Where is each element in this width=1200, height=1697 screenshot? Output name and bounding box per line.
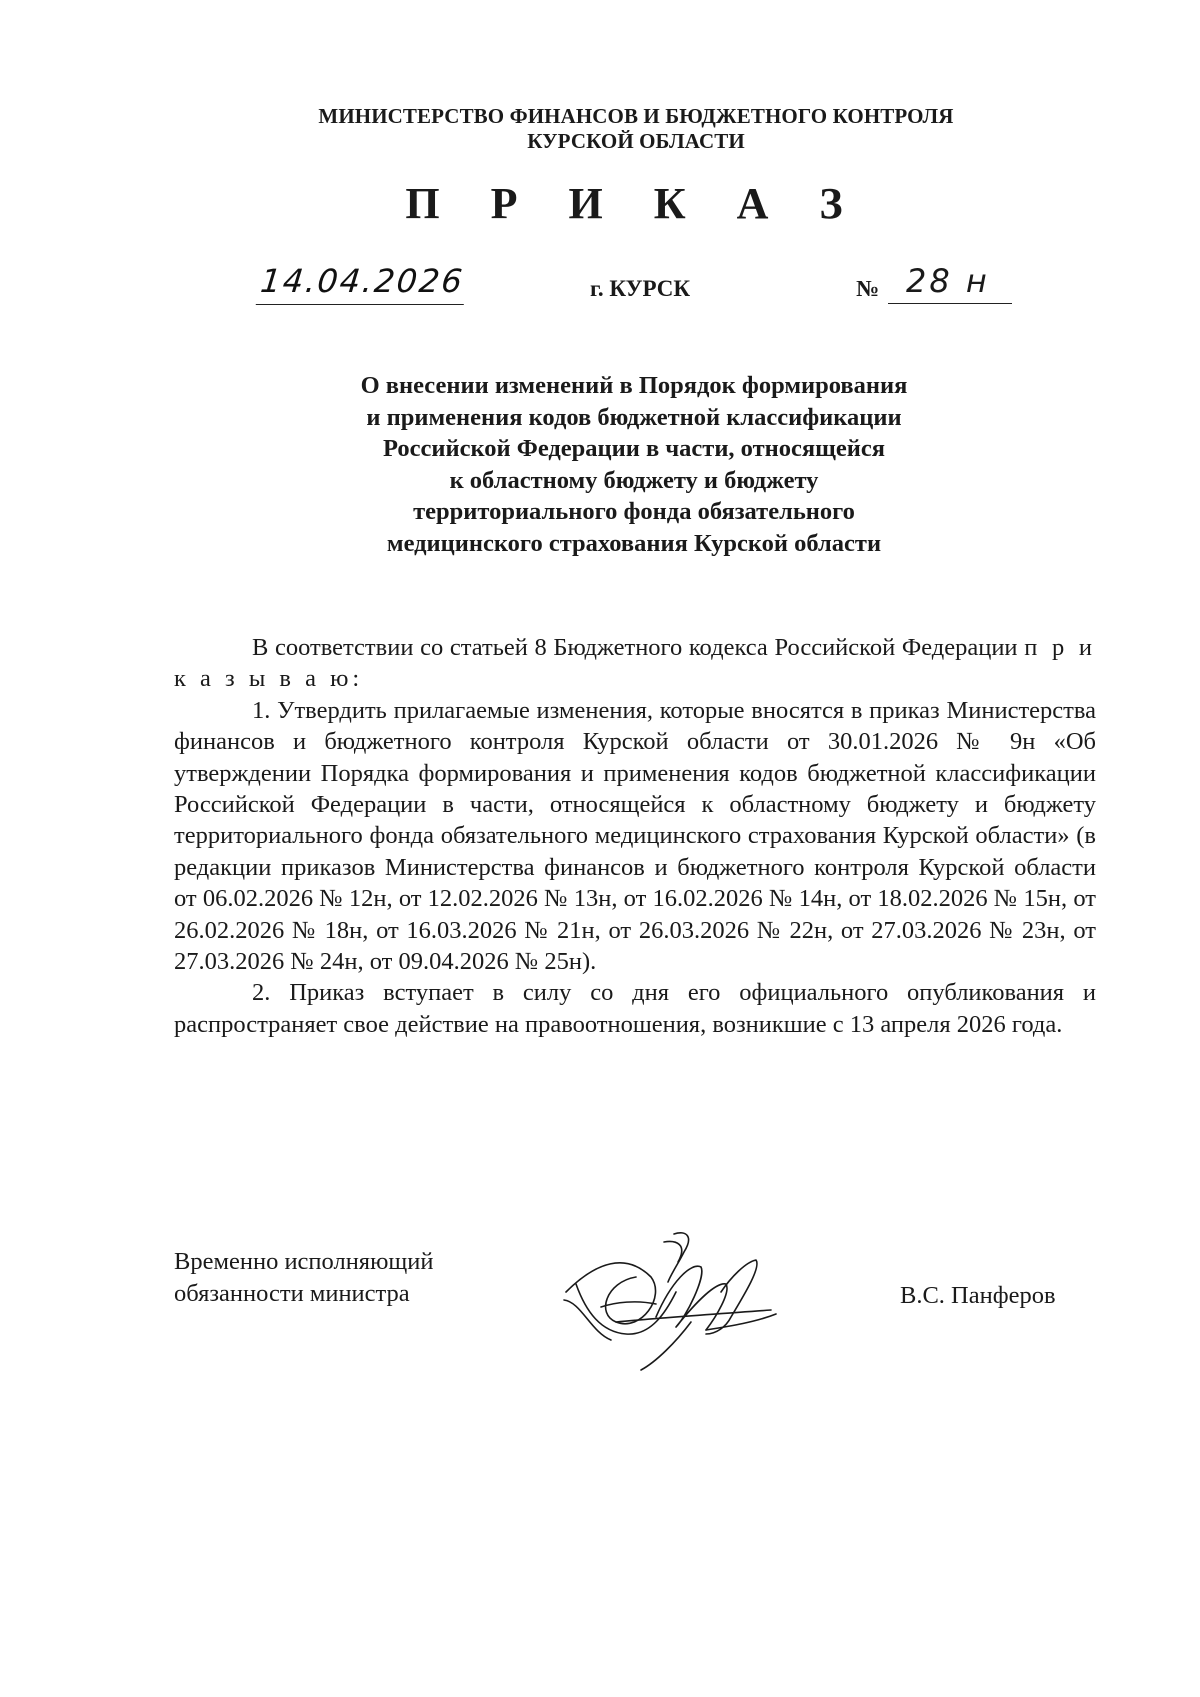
preamble-paragraph [174, 632, 1096, 695]
signatory-name: В.С. Панферов [900, 1282, 1056, 1309]
preamble-text: В соответствии со статьей 8 Бюджетного кодекса Российской Федерации [252, 634, 1025, 661]
ministry-name: МИНИСТЕРСТВО ФИНАНСОВ И БЮДЖЕТНОГО КОНТРОЛЯ [318, 104, 954, 128]
subject-line: к областному бюджету и бюджету [449, 466, 819, 494]
preamble-command: п р и к а з ы в а ю: [174, 634, 1096, 693]
handwritten-number: 28 н [888, 262, 1012, 304]
subject-line: О внесении изменений в Порядок формирования [360, 372, 908, 399]
ministry-header [72, 104, 1200, 154]
city-label: г. КУРСК [590, 276, 691, 301]
position-line: Временно исполняющий [174, 1248, 434, 1275]
position-line: обязанности министра [174, 1279, 410, 1307]
document-meta-row [0, 262, 1200, 312]
subject-line: Российской Федерации в части, относящейся [383, 435, 885, 462]
document-body [174, 632, 1096, 1040]
subject-line: территориального фонда обязательного [413, 498, 855, 525]
ministry-region: КУРСКОЙ ОБЛАСТИ [527, 129, 745, 153]
item-2-paragraph: 2. Приказ вступает в силу со дня его официального опубликования и распространяет свое действие на правоотношения, возникшие с 13 апреля 2026 года. [174, 979, 1096, 1038]
number-label: № [856, 276, 880, 301]
subject-line: медицинского страхования Курской области [386, 529, 882, 557]
signatory-position [174, 1246, 433, 1309]
handwritten-date: 14.04.2026 [256, 262, 469, 305]
document-subject [68, 370, 1200, 559]
subject-line: и применения кодов бюджетной классификации [366, 403, 902, 431]
item-1-paragraph: 1. Утвердить прилагаемые изменения, которые вносятся в приказ Министерства финансов и бюджетного контроля Курской области от 30.01.2026 № 9н «Об утверждении Порядка формирования и применения кодов бюджетной классификации Российской Федерации в части, относящейся к областному бюджету и бюджету территориального фонда обязательного медицинского страхования Курской области» (в редакции приказов Министерства финансов и бюджетного контроля Курской области от 06.02.2026 № 12н, от 12.02.2026 № 13н, от 16.02.2026 № 14н, от 18.02.2026 № 15н, от 26.02.2026 № 18н, от 16.03.2026 № 21н, от 26.03.2026 № 22н, от 27.03.2026 № 23н, от 27.03.2026 № 24н, от 09.04.2026 № 25н). [174, 696, 1096, 976]
handwritten-signature [556, 1222, 816, 1372]
document-type-title: П Р И К А З [405, 179, 863, 228]
